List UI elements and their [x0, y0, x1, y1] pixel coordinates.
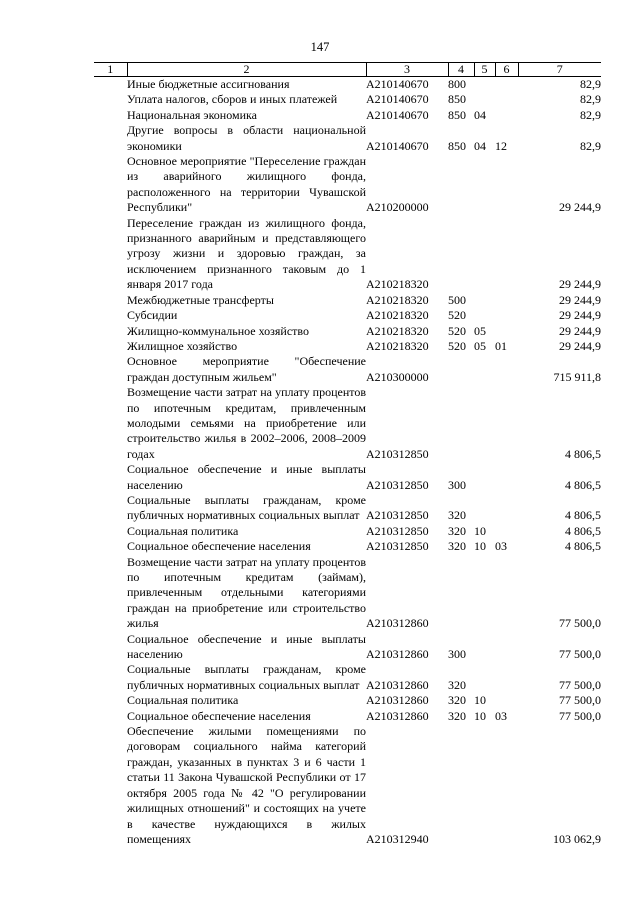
cell-expense-type: [448, 154, 474, 216]
cell-index: [94, 462, 127, 493]
cell-section: [474, 632, 495, 663]
cell-code: А210312850: [366, 508, 429, 523]
cell-name: Переселение граждан из жилищного фонда, признанного аварийным и представляющего угрозу жизни и здоровью граждан, за исключением признанного таковым до 1 января 2017 года: [127, 215, 366, 292]
cell-code: А210140670: [366, 138, 429, 153]
cell-subsection: [495, 216, 518, 293]
cell-expense-type: [448, 354, 474, 385]
cell-name: Межбюджетные трансферты: [127, 292, 274, 307]
cell-code: А210218320: [366, 308, 429, 323]
cell-code: А210312850: [366, 446, 429, 461]
cell-amount: 29 244,9: [559, 308, 601, 323]
cell-code: А210312860: [366, 616, 429, 631]
cell-subsection: 12: [495, 138, 507, 153]
cell-name: Национальная экономика: [127, 107, 257, 122]
cell-amount: 82,9: [580, 92, 601, 107]
cell-name: Социальная политика: [127, 693, 239, 708]
cell-code: А210140670: [366, 107, 429, 122]
cell-section: [474, 662, 495, 693]
table-row: [94, 354, 601, 385]
cell-section: 04: [474, 138, 486, 153]
cell-subsection: [495, 724, 518, 847]
table-row: [94, 293, 601, 308]
cell-index: [94, 493, 127, 524]
cell-subsection: [495, 693, 518, 708]
cell-expense-type: [448, 385, 474, 462]
cell-amount: 77 500,0: [559, 693, 601, 708]
cell-expense-type: 800: [448, 77, 466, 91]
table-row: [94, 385, 601, 462]
cell-index: [94, 154, 127, 216]
table-row: [94, 123, 601, 154]
cell-amount: 4 806,5: [565, 477, 601, 492]
table-row: [94, 493, 601, 524]
cell-name: Возмещение части затрат на уплату процентов по ипотечным кредитам, привлеченным молодыми семьями на приобретение или строительство жилья в 2002–2006, 2008–2009 годах: [127, 385, 366, 461]
cell-section: [474, 154, 495, 216]
cell-expense-type: 320: [448, 693, 466, 708]
cell-code: А210218320: [366, 338, 429, 353]
table-row: [94, 308, 601, 323]
cell-expense-type: 320: [448, 677, 466, 692]
cell-expense-type: 320: [448, 708, 466, 723]
budget-table: [94, 62, 601, 847]
cell-subsection: [495, 308, 518, 323]
page-number: 147: [310, 40, 330, 54]
table-row: [94, 724, 601, 847]
cell-section: [474, 385, 495, 462]
cell-section: 05: [474, 338, 486, 353]
cell-expense-type: [448, 555, 474, 632]
table-row: [94, 216, 601, 293]
cell-index: [94, 709, 127, 724]
cell-amount: 29 244,9: [559, 200, 601, 215]
cell-code: А210218320: [366, 292, 429, 307]
cell-section: [474, 216, 495, 293]
cell-section: [474, 493, 495, 524]
table-row: [94, 693, 601, 708]
cell-amount: 77 500,0: [559, 677, 601, 692]
cell-subsection: [495, 77, 518, 93]
cell-expense-type: 520: [448, 308, 466, 323]
cell-index: [94, 724, 127, 847]
cell-amount: 29 244,9: [559, 292, 601, 307]
cell-subsection: [495, 92, 518, 107]
cell-index: [94, 339, 127, 354]
col-header-5: 5: [474, 63, 495, 77]
cell-subsection: 03: [495, 708, 507, 723]
col-header-3: 3: [366, 63, 448, 77]
cell-subsection: [495, 524, 518, 539]
cell-index: [94, 632, 127, 663]
cell-code: А210200000: [366, 200, 429, 215]
cell-section: [474, 555, 495, 632]
cell-index: [94, 385, 127, 462]
cell-expense-type: 320: [448, 539, 466, 554]
cell-section: [474, 354, 495, 385]
cell-name: Жилищное хозяйство: [127, 338, 238, 353]
cell-name: Социальное обеспечение и иные выплаты населению: [127, 631, 366, 662]
table-row: [94, 555, 601, 632]
cell-code: А210300000: [366, 369, 429, 384]
cell-amount: 82,9: [580, 77, 601, 91]
cell-section: 10: [474, 539, 486, 554]
cell-index: [94, 92, 127, 107]
col-header-6: 6: [495, 63, 518, 77]
table-row: [94, 108, 601, 123]
cell-name: Другие вопросы в области национальной экономики: [127, 123, 366, 153]
cell-name: Иные бюджетные ассигнования: [127, 77, 290, 91]
cell-code: А210312850: [366, 539, 429, 554]
cell-index: [94, 293, 127, 308]
cell-expense-type: 850: [448, 138, 466, 153]
cell-code: А210140670: [366, 77, 429, 91]
cell-amount: 103 062,9: [553, 831, 601, 846]
cell-section: 10: [474, 708, 486, 723]
cell-name: Социальная политика: [127, 523, 239, 538]
table-row: [94, 77, 601, 93]
cell-subsection: [495, 555, 518, 632]
cell-amount: 4 806,5: [565, 539, 601, 554]
cell-subsection: [495, 324, 518, 339]
cell-amount: 82,9: [580, 107, 601, 122]
cell-subsection: [495, 354, 518, 385]
cell-name: Уплата налогов, сборов и иных платежей: [127, 92, 338, 107]
cell-name: Социальные выплаты гражданам, кроме публичных нормативных социальных выплат: [127, 492, 366, 523]
cell-expense-type: [448, 216, 474, 293]
cell-amount: 77 500,0: [559, 647, 601, 662]
cell-expense-type: 520: [448, 323, 466, 338]
cell-code: А210218320: [366, 323, 429, 338]
cell-code: А210312850: [366, 477, 429, 492]
cell-expense-type: 300: [448, 647, 466, 662]
col-header-1: 1: [94, 63, 127, 77]
cell-index: [94, 108, 127, 123]
cell-section: [474, 293, 495, 308]
cell-index: [94, 308, 127, 323]
cell-code: А210312860: [366, 708, 429, 723]
cell-section: [474, 92, 495, 107]
cell-section: 05: [474, 323, 486, 338]
cell-code: А210312850: [366, 523, 429, 538]
cell-section: 04: [474, 107, 486, 122]
cell-index: [94, 354, 127, 385]
cell-section: [474, 462, 495, 493]
cell-index: [94, 539, 127, 554]
cell-name: Жилищно-коммунальное хозяйство: [127, 323, 310, 338]
table-row: [94, 92, 601, 107]
table-row: [94, 154, 601, 216]
cell-section: 10: [474, 523, 486, 538]
table-row: [94, 324, 601, 339]
cell-name: Основное мероприятие "Переселение граждан из аварийного жилищного фонда, расположенного на территории Чувашской Республики": [127, 154, 366, 215]
cell-code: А210312860: [366, 677, 429, 692]
cell-expense-type: 850: [448, 107, 466, 122]
table-row: [94, 339, 601, 354]
cell-index: [94, 555, 127, 632]
cell-code: А210312940: [366, 831, 429, 846]
cell-amount: 29 244,9: [559, 338, 601, 353]
cell-subsection: 01: [495, 338, 507, 353]
cell-subsection: [495, 293, 518, 308]
cell-name: Социальное обеспечение населения: [127, 708, 311, 723]
cell-expense-type: [448, 724, 474, 847]
cell-section: [474, 724, 495, 847]
cell-subsection: [495, 493, 518, 524]
table-row: [94, 632, 601, 663]
table-row: [94, 462, 601, 493]
cell-subsection: [495, 632, 518, 663]
col-header-2: 2: [127, 63, 366, 77]
cell-amount: 4 806,5: [565, 446, 601, 461]
cell-amount: 4 806,5: [565, 508, 601, 523]
table-row: [94, 539, 601, 554]
cell-expense-type: 300: [448, 477, 466, 492]
cell-name: Обеспечение жилыми помещениями по договорам социального найма категорий граждан, указанных в пунктах 3 и 6 части 1 статьи 11 Закона Чувашской Республики от 17 октября 2005 года № 42 "О регулировании жилищных отношений" и состоящих на учете в качестве нуждающихся в жилых помещениях: [127, 724, 366, 846]
cell-index: [94, 693, 127, 708]
cell-expense-type: 500: [448, 292, 466, 307]
cell-index: [94, 662, 127, 693]
cell-expense-type: 320: [448, 523, 466, 538]
cell-amount: 29 244,9: [559, 277, 601, 292]
cell-name: Социальное обеспечение населения: [127, 539, 311, 554]
cell-code: А210218320: [366, 277, 429, 292]
cell-amount: 77 500,0: [559, 616, 601, 631]
cell-name: Возмещение части затрат на уплату процентов по ипотечным кредитам (займам), привлеченным отдельными категориями граждан на приобретение или строительство жилья: [127, 554, 366, 631]
cell-amount: 4 806,5: [565, 523, 601, 538]
cell-subsection: [495, 108, 518, 123]
header-row: [94, 63, 601, 77]
cell-subsection: 03: [495, 539, 507, 554]
cell-index: [94, 324, 127, 339]
cell-amount: 29 244,9: [559, 323, 601, 338]
cell-name: Социальное обеспечение и иные выплаты населению: [127, 462, 366, 492]
cell-section: [474, 308, 495, 323]
cell-index: [94, 77, 127, 93]
col-header-7: 7: [518, 63, 601, 77]
cell-expense-type: 850: [448, 92, 466, 107]
col-header-4: 4: [448, 63, 474, 77]
cell-index: [94, 524, 127, 539]
table-row: [94, 524, 601, 539]
cell-name: Субсидии: [127, 308, 178, 323]
cell-expense-type: 320: [448, 508, 466, 523]
cell-subsection: [495, 385, 518, 462]
cell-subsection: [495, 154, 518, 216]
cell-code: А210140670: [366, 92, 429, 107]
table-row: [94, 709, 601, 724]
cell-amount: 77 500,0: [559, 708, 601, 723]
cell-code: А210312860: [366, 693, 429, 708]
cell-index: [94, 123, 127, 154]
cell-amount: 82,9: [580, 138, 601, 153]
table-row: [94, 662, 601, 693]
cell-amount: 715 911,8: [553, 369, 601, 384]
cell-subsection: [495, 462, 518, 493]
cell-subsection: [495, 662, 518, 693]
cell-code: А210312860: [366, 647, 429, 662]
cell-section: 10: [474, 693, 486, 708]
cell-expense-type: 520: [448, 338, 466, 353]
cell-name: Основное мероприятие "Обеспечение граждан доступным жильем": [127, 354, 366, 384]
cell-section: [474, 77, 495, 93]
cell-name: Социальные выплаты гражданам, кроме публичных нормативных социальных выплат: [127, 662, 366, 692]
cell-index: [94, 216, 127, 293]
